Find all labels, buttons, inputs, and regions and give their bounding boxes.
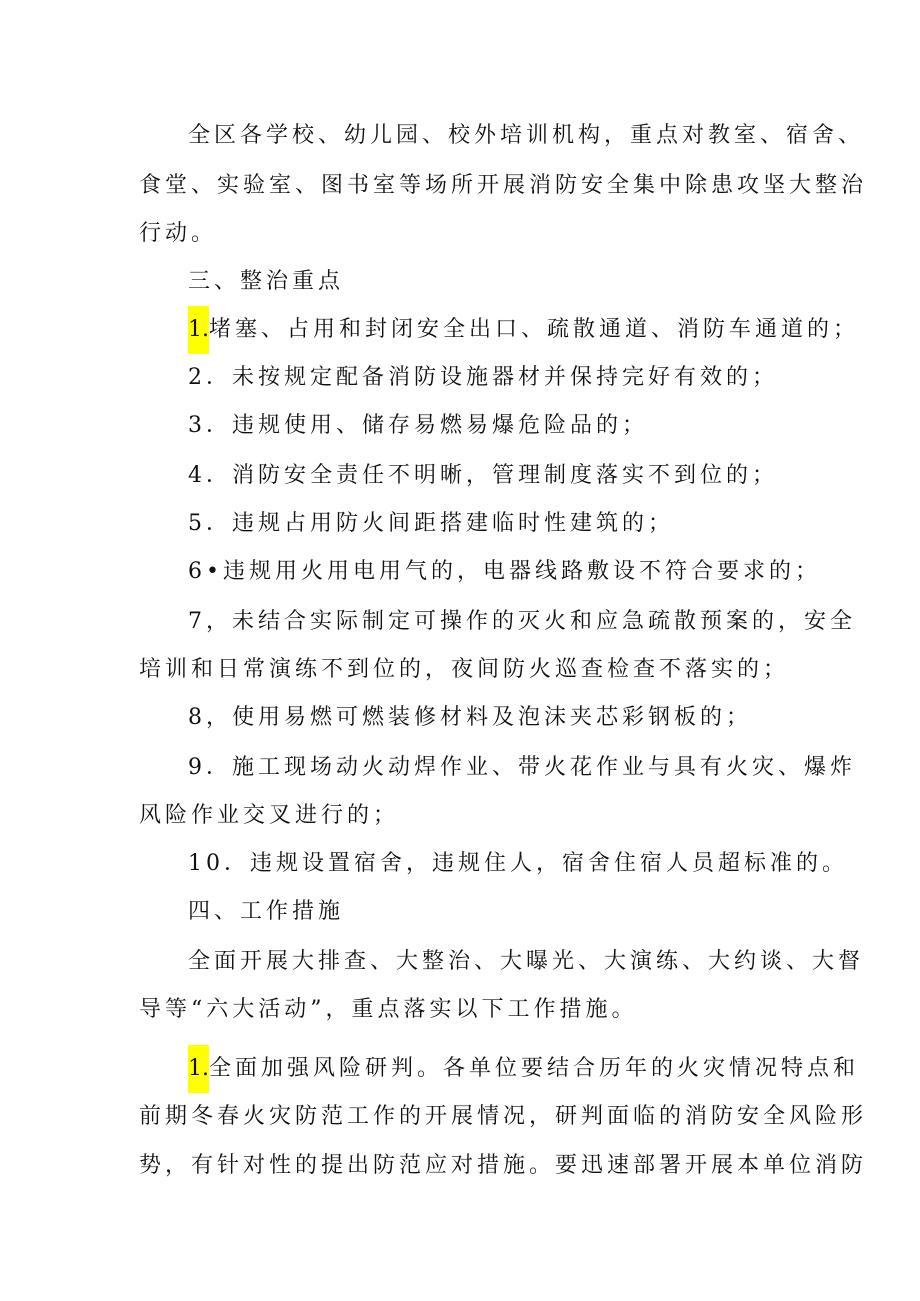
list-item-continuation: 培训和日常演练不到位的，夜间防火巡查检查不落实的；	[139, 657, 790, 682]
list-item	[188, 598, 920, 646]
list-item-number: 9	[188, 755, 206, 780]
list-item-number: 7	[188, 609, 206, 634]
list-item-text: 全面加强风险研判。各单位要结合历年的火灾情况特点和	[209, 1056, 860, 1081]
body-text-line: 行动。	[139, 221, 218, 246]
list-item-number: 8	[188, 705, 206, 730]
list-item	[188, 548, 920, 596]
list-item-text: ．未按规定配备消防设施器材并保持完好有效的；	[206, 365, 779, 390]
list-item-continuation: 风险作业交叉进行的；	[139, 803, 400, 828]
body-text-line: 全面开展大排查、大整治、大曝光、大演练、大约谈、大督	[188, 949, 865, 974]
highlighted-number: 1.	[188, 306, 209, 354]
list-item	[188, 354, 920, 402]
list-item-text: ．施工现场动火动焊作业、带火花作业与具有火灾、爆炸	[206, 755, 857, 780]
list-item	[188, 840, 920, 888]
list-item-number: 10	[188, 851, 224, 876]
list-item	[188, 452, 920, 500]
body-text-line: 前期冬春火灾防范工作的开展情况，研判面临的消防安全风险形	[139, 1104, 868, 1129]
body-text-line: 势，有针对性的提出防范应对措施。要迅速部署开展本单位消防	[139, 1153, 868, 1178]
list-item-number: 3	[188, 413, 206, 438]
list-item-text: ，未结合实际制定可操作的灭火和应急疏散预案的，安全	[206, 609, 857, 634]
section-heading: 三、整治重点	[188, 269, 345, 294]
body-text-line: 全区各学校、幼儿园、校外培训机构，重点对教室、宿舍、	[188, 123, 865, 148]
list-item-text: ．违规占用防火间距搭建临时性建筑的；	[206, 511, 675, 536]
list-item	[188, 402, 920, 450]
list-item	[188, 744, 920, 792]
list-item-number: 4	[188, 463, 206, 488]
list-item	[188, 694, 920, 742]
list-item	[188, 306, 920, 354]
list-item-text: 堵塞、占用和封闭安全出口、疏散通道、消防车通道的；	[209, 317, 860, 342]
list-item-text: ．违规使用、储存易燃易爆危险品的；	[206, 413, 649, 438]
list-item-number: 5	[188, 511, 206, 536]
list-item-number: 2	[188, 365, 206, 390]
list-item-text: ，使用易燃可燃装修材料及泡沫夹芯彩钢板的；	[206, 705, 753, 730]
section-heading: 四、工作措施	[188, 899, 345, 924]
body-text-line: 导等“六大活动”，重点落实以下工作措施。	[139, 997, 638, 1022]
body-text-line: 食堂、实验室、图书室等场所开展消防安全集中除患攻坚大整治	[139, 173, 868, 198]
list-item-number: 6	[188, 559, 206, 584]
list-item	[188, 500, 920, 548]
list-item-text: ．违规设置宿舍，违规住人，宿舍住宿人员超标准的。	[224, 851, 849, 876]
list-item-text: ．消防安全责任不明晰，管理制度落实不到位的；	[206, 463, 779, 488]
list-item	[188, 1045, 920, 1093]
list-item-text: •违规用火用电用气的，电器线路敷设不符合要求的；	[206, 559, 821, 584]
highlighted-number: 1.	[188, 1045, 209, 1093]
